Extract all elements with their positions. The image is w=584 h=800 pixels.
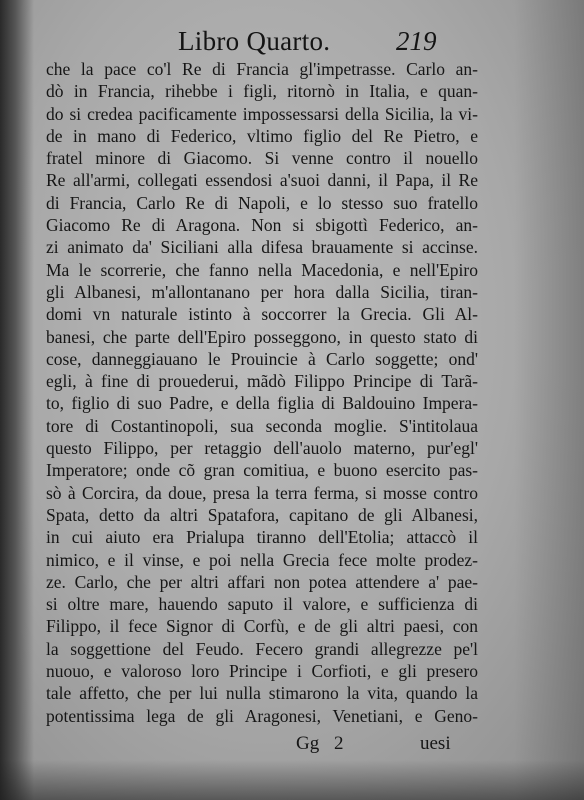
text-line: di Francia, Carlo Re di Napoli, e lo stesso suo fratello xyxy=(46,192,478,213)
body-text xyxy=(46,58,478,727)
catchword: uesi xyxy=(420,733,451,754)
text-line: che la pace co'l Re di Francia gl'impetrasse. Carlo an- xyxy=(46,59,478,79)
text-line: sò à Corcira, da doue, presa la terra ferma, si mosse contro xyxy=(46,482,478,503)
page-edge-shadow xyxy=(514,0,584,800)
signature-mark: Gg 2 xyxy=(296,733,344,754)
text-line: potentissima lega de gli Aragonesi, Venetiani, e Geno- xyxy=(46,705,478,726)
bottom-shadow xyxy=(0,760,584,800)
text-line: zi animato da' Siciliani alla difesa brauamente si accinse. xyxy=(46,237,478,258)
page-footer xyxy=(0,733,584,763)
text-line: Giacomo Re di Aragona. Non si sbigottì Federico, an- xyxy=(46,215,478,236)
text-line: to, figlio di suo Padre, e della figlia di Baldouino Impera- xyxy=(46,393,478,414)
text-line: tore di Costantinopoli, sua seconda moglie. S'intitolaua xyxy=(46,415,478,436)
text-line: domi vn naturale istinto à soccorrer la Grecia. Gli Al- xyxy=(46,304,478,325)
text-line: de in mano di Federico, vltimo figlio del Re Pietro, e xyxy=(46,125,478,146)
text-line: Ma le scorrerie, che fanno nella Macedonia, e nell'Epiro xyxy=(46,259,478,280)
text-line: questo Filippo, per retaggio dell'auolo materno, pur'egl' xyxy=(46,438,478,459)
page-number: 219 xyxy=(396,26,437,56)
text-line: in cui aiuto era Prialupa tiranno dell'Etolia; attaccò il xyxy=(46,527,478,548)
text-line: ze. Carlo, che per altri affari non potea attendere a' pae- xyxy=(46,571,478,592)
text-line: la soggettione del Feudo. Fecero grandi allegrezze pe'l xyxy=(46,638,478,659)
text-line: nuouo, e valoroso loro Principe i Corfioti, e gli presero xyxy=(46,661,478,682)
text-line: dò in Francia, rihebbe i figli, ritornò in Italia, e quan- xyxy=(46,81,478,102)
running-head: Libro Quarto. xyxy=(178,26,331,56)
page-header xyxy=(0,22,584,56)
text-line: Filippo, il fece Signor di Corfù, e de gli altri paesi, con xyxy=(46,616,478,637)
text-line: do si credea pacificamente impossessarsi della Sicilia, la vi- xyxy=(46,103,478,124)
text-line: Spata, detto da altri Spatafora, capitano de gli Albanesi, xyxy=(46,504,478,525)
text-line: tale affetto, che per lui nulla stimarono la vita, quando la xyxy=(46,683,478,704)
text-line: nimico, e il vinse, e poi nella Grecia fece molte prodez- xyxy=(46,549,478,570)
text-line: banesi, che parte dell'Epiro posseggono, in questo stato di xyxy=(46,326,478,347)
text-line: si oltre mare, hauendo saputo il valore, e sufficienza di xyxy=(46,594,478,615)
text-line: egli, à fine di prouederui, mãdò Filippo Principe di Tarã- xyxy=(46,371,478,392)
text-line: gli Albanesi, m'allontanano per hora dalla Sicilia, tiran- xyxy=(46,281,478,302)
gutter-shadow xyxy=(0,0,34,800)
text-line: Imperatore; onde cõ gran comitiua, e buono esercito pas- xyxy=(46,460,478,481)
text-line: Re all'armi, collegati essendosi a'suoi danni, il Papa, il Re xyxy=(46,170,478,191)
text-line: fratel minore di Giacomo. Si venne contro il nouello xyxy=(46,148,478,169)
text-line: cose, danneggiauano le Prouincie à Carlo soggette; ond' xyxy=(46,348,478,369)
